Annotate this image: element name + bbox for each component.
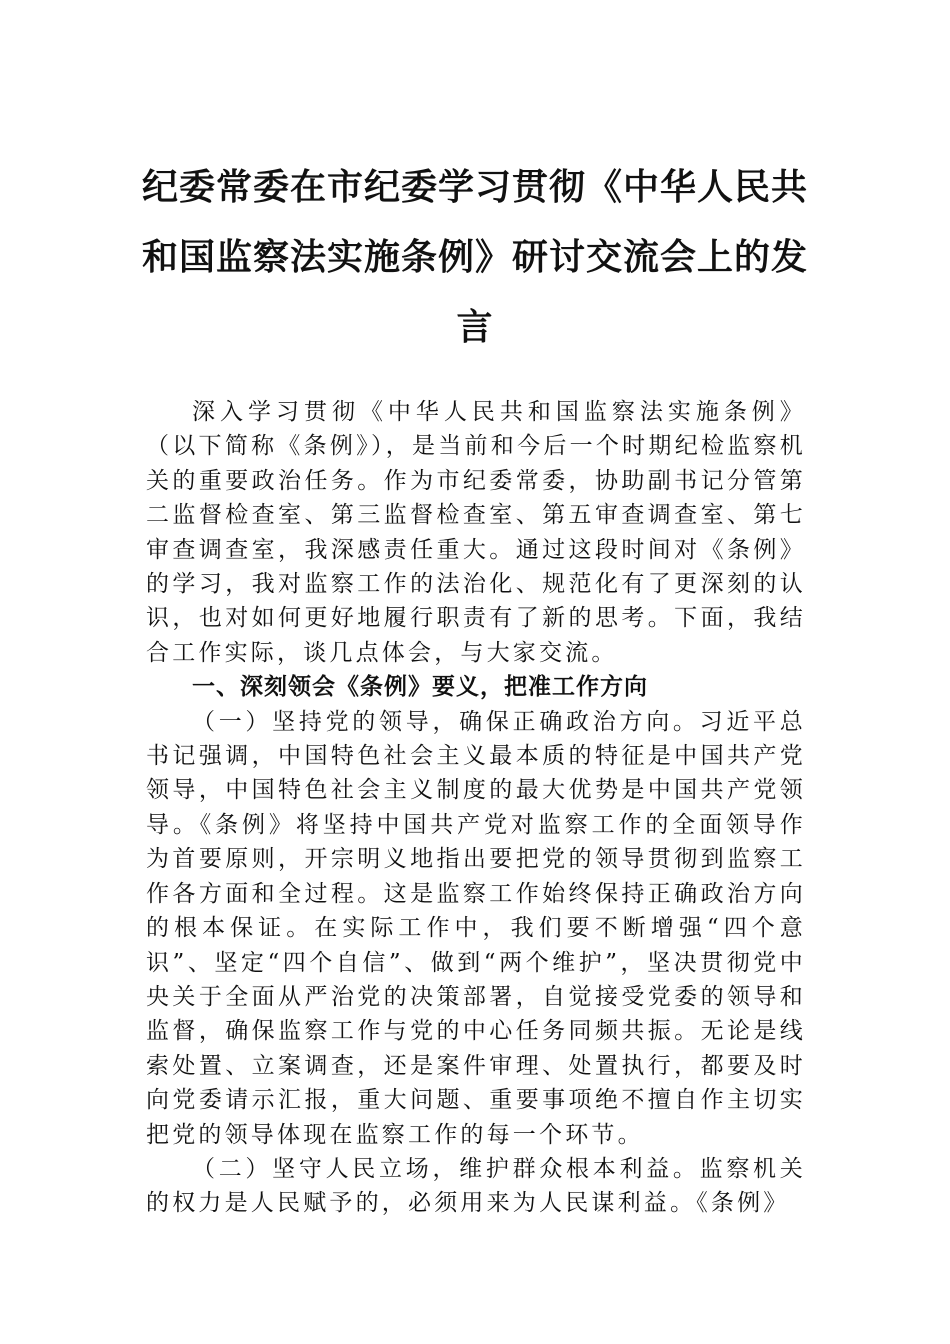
subsection-text-2: 监察机关的权力是人民赋予的，必须用来为人民谋利益。《条例》: [146, 1155, 806, 1217]
subsection-paragraph-1: [146, 705, 806, 1152]
title-line-2: 和国监察法实施条例》研讨交流会上的发: [141, 236, 808, 278]
intro-paragraph: 深入学习贯彻《中华人民共和国监察法实施条例》（以下简称《条例》），是当前和今后一个时期纪检监察机关的重要政治任务。作为市纪委常委，协助副书记分管第二监督检查室、第三监督检查室、第五审查调查室、第七审查调查室，我深感责任重大。通过这段时间对《条例》的学习，我对监察工作的法治化、规范化有了更深刻的认识，也对如何更好地履行职责有了新的思考。下面，我结合工作实际，谈几点体会，与大家交流。: [146, 399, 806, 666]
title-line-3: 言: [456, 306, 494, 348]
subsection-lead-2: （二）坚守人民立场，维护群众根本利益。: [192, 1155, 700, 1182]
title-line-1: 纪委常委在市纪委学习贯彻《中华人民共: [141, 166, 808, 208]
subsection-paragraph-2: [146, 1152, 806, 1221]
document-title: [140, 152, 810, 362]
document-body: [146, 395, 806, 1221]
subsection-lead-1: （一）坚持党的领导，确保正确政治方向。: [192, 708, 700, 735]
subsection-text-1: 习近平总书记强调，中国特色社会主义最本质的特征是中国共产党领导，中国特色社会主义制度的最大优势是中国共产党领导。《条例》将坚持中国共产党对监察工作的全面领导作为首要原则，开宗明义地指出要把党的领导贯彻到监察工作各方面和全过程。这是监察工作始终保持正确政治方向的根本保证。在实际工作中，我们要不断增强“四个意识”、坚定“四个自信”、做到“两个维护”，坚决贯彻党中央关于全面从严治党的决策部署，自觉接受党委的领导和监督，确保监察工作与党的中心任务同频共振。无论是线索处置、立案调查，还是案件审理、处置执行，都要及时向党委请示汇报，重大问题、重要事项绝不擅自作主切实把党的领导体现在监察工作的每一个环节。: [146, 708, 806, 1148]
section-heading-1: 一、深刻领会《条例》要义，把准工作方向: [192, 674, 648, 701]
